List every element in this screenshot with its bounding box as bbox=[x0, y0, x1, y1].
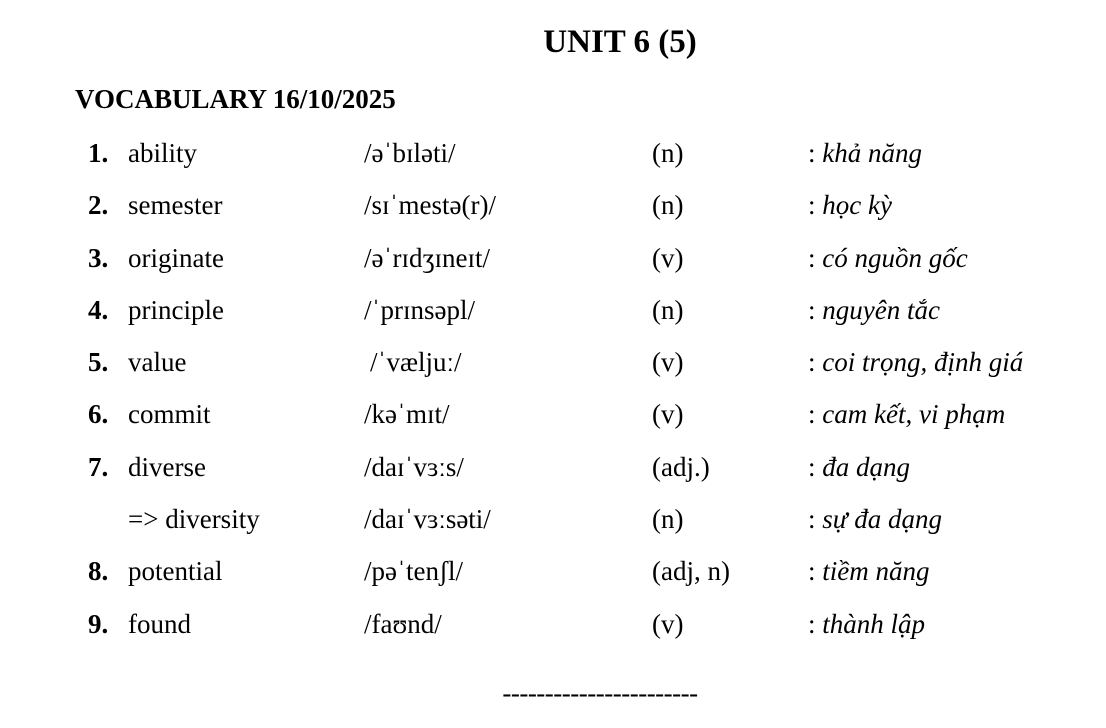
vocab-row bbox=[0, 500, 1106, 552]
vocab-word: found bbox=[128, 608, 191, 639]
item-number: 5. bbox=[88, 347, 109, 378]
vocab-word: => diversity bbox=[128, 504, 260, 535]
meaning bbox=[808, 291, 940, 329]
item-number: 8. bbox=[88, 556, 109, 587]
meaning-text: khả năng bbox=[822, 138, 922, 168]
vocab-row bbox=[0, 186, 1106, 238]
meaning bbox=[808, 343, 1023, 381]
part-of-speech: (n) bbox=[652, 138, 684, 168]
meaning bbox=[808, 500, 942, 538]
item-number: 4. bbox=[88, 294, 109, 325]
vocab-word: originate bbox=[128, 242, 224, 273]
vocab-row bbox=[0, 552, 1106, 604]
item-number: 2. bbox=[88, 190, 109, 221]
meaning-colon: : bbox=[808, 608, 823, 639]
meaning-text: có nguồn gốc bbox=[822, 242, 968, 273]
meaning bbox=[808, 552, 930, 590]
meaning-text: nguyên tắc bbox=[822, 294, 940, 325]
vocab-row bbox=[0, 343, 1106, 395]
item-number: 3. bbox=[88, 242, 109, 273]
pronunciation: /kəˈmɪt/ bbox=[364, 399, 450, 430]
part-of-speech: (v) bbox=[652, 347, 684, 378]
pronunciation: /sɪˈmestə(r)/ bbox=[364, 190, 496, 221]
part-of-speech: (n) bbox=[652, 504, 684, 535]
item-number: 6. bbox=[88, 399, 109, 430]
part-of-speech: (n) bbox=[652, 190, 684, 221]
item-number: 9. bbox=[88, 608, 109, 639]
pronunciation: /ˈprɪnsəpl/ bbox=[364, 294, 475, 325]
vocab-row bbox=[0, 395, 1106, 447]
vocab-row bbox=[0, 605, 1106, 657]
end-divider: ----------------------- bbox=[502, 678, 698, 708]
vocab-word: commit bbox=[128, 399, 211, 430]
pronunciation: /daɪˈvɜːs/ bbox=[364, 451, 464, 482]
meaning-colon: : bbox=[808, 242, 823, 273]
meaning-text: thành lập bbox=[822, 608, 926, 639]
meaning-colon: : bbox=[808, 138, 823, 168]
vocab-word: value bbox=[128, 347, 187, 378]
meaning-colon: : bbox=[808, 399, 823, 430]
pronunciation: /pəˈtenʃl/ bbox=[364, 556, 463, 587]
vocab-word: semester bbox=[128, 190, 223, 221]
vocab-row bbox=[0, 134, 1106, 186]
part-of-speech: (v) bbox=[652, 399, 684, 430]
meaning-colon: : bbox=[808, 504, 823, 535]
meaning bbox=[808, 605, 925, 643]
meaning-text: coi trọng, định giá bbox=[822, 347, 1024, 378]
vocab-word: diverse bbox=[128, 451, 206, 482]
vocabulary-heading: VOCABULARY 16/10/2025 bbox=[75, 84, 396, 114]
meaning bbox=[808, 239, 968, 277]
vocabulary-list bbox=[0, 134, 1106, 657]
pronunciation: /əˈrɪdʒɪneɪt/ bbox=[364, 242, 490, 273]
part-of-speech: (adj.) bbox=[652, 451, 710, 482]
meaning-text: đa dạng bbox=[822, 451, 911, 482]
meaning-text: học kỳ bbox=[822, 190, 892, 221]
meaning-colon: : bbox=[808, 451, 823, 482]
part-of-speech: (adj, n) bbox=[652, 556, 730, 587]
page-title: UNIT 6 (5) bbox=[543, 24, 697, 60]
meaning-colon: : bbox=[808, 556, 823, 587]
part-of-speech: (v) bbox=[652, 242, 684, 273]
part-of-speech: (n) bbox=[652, 294, 684, 325]
item-number: 7. bbox=[88, 451, 109, 482]
meaning-text: sự đa dạng bbox=[822, 504, 942, 535]
meaning bbox=[808, 395, 1005, 433]
part-of-speech: (v) bbox=[652, 608, 684, 639]
meaning-text: tiềm năng bbox=[822, 556, 930, 587]
vocab-row bbox=[0, 448, 1106, 500]
pronunciation: /ˈvæljuː/ bbox=[370, 347, 462, 378]
pronunciation: /əˈbɪləti/ bbox=[364, 138, 456, 168]
vocab-word: principle bbox=[128, 294, 224, 325]
meaning-colon: : bbox=[808, 347, 823, 378]
vocab-row bbox=[0, 239, 1106, 291]
meaning bbox=[808, 448, 910, 486]
meaning-colon: : bbox=[808, 294, 823, 325]
meaning bbox=[808, 186, 892, 224]
pronunciation: /faʊnd/ bbox=[364, 608, 442, 639]
meaning-text: cam kết, vi phạm bbox=[822, 399, 1006, 430]
vocab-word: ability bbox=[128, 138, 197, 168]
vocab-row bbox=[0, 291, 1106, 343]
meaning-colon: : bbox=[808, 190, 823, 221]
pronunciation: /daɪˈvɜːsəti/ bbox=[364, 504, 491, 535]
item-number: 1. bbox=[88, 138, 109, 168]
vocab-word: potential bbox=[128, 556, 223, 587]
meaning bbox=[808, 134, 922, 172]
